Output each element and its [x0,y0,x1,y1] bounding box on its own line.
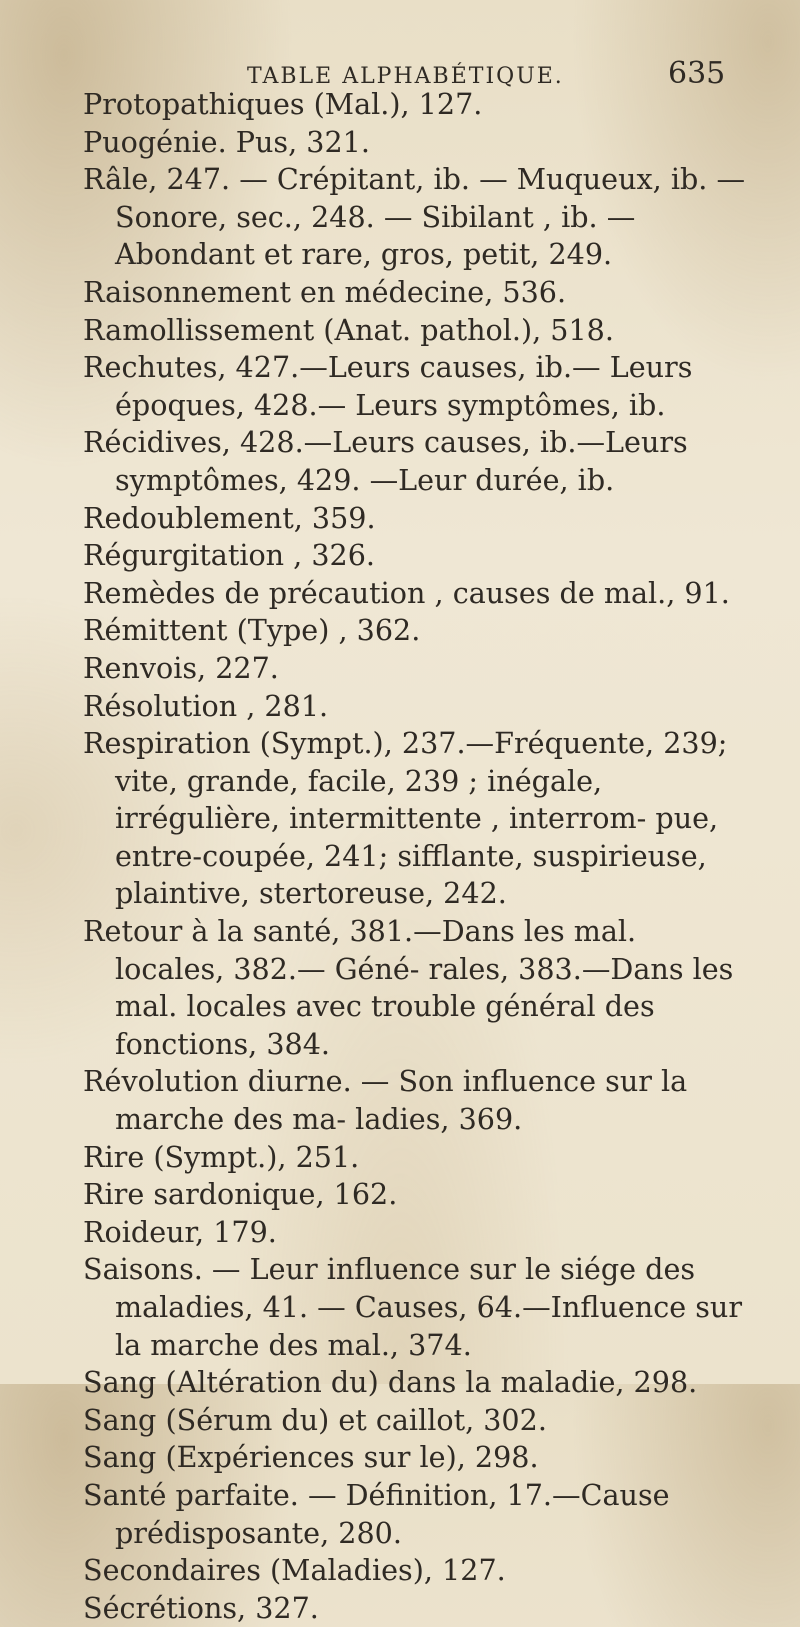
index-entry-regurgitation: Régurgitation , 326. [83,538,376,573]
index-entry-renvois: Renvois, 227. [83,650,279,685]
index-entry-respiration: Respiration (Sympt.), 237.—Fréquente, 239; vite, grande, facile, 239 ; inégale, irrégulière, intermittente , interrom- pue, entre-coupée, 241; sifflante, suspirieuse, plaintive, stertoreuse, 242. [83,726,737,911]
index-entry-recidives: Récidives, 428.—Leurs causes, ib.—Leurs symptômes, 429. —Leur durée, ib. [83,425,697,497]
index-entry-resolution: Résolution , 281. [83,688,329,723]
index-entry-sang-serum: Sang (Sérum du) et caillot, 302. [83,1402,547,1437]
index-entry-ramollissement: Ramollissement (Anat. pathol.), 518. [83,312,614,347]
index-entry-secondaires: Secondaires (Maladies), 127. [83,1553,506,1588]
index-entry-retour-sante: Retour à la santé, 381.—Dans les mal. locales, 382.— Géné- rales, 383.—Dans les mal. locales avec trouble général des fonctions, 384. [83,914,743,1061]
index-entry-rire: Rire (Sympt.), 251. [83,1139,360,1174]
index-entry-protopathiques: Protopathiques (Mal.), 127. [83,87,483,121]
index-entry-puogenie: Puogénie. Pus, 321. [83,124,370,159]
index-entry-rire-sardonique: Rire sardonique, 162. [83,1177,398,1212]
index-entry-revolution-diurne: Révolution diurne. — Son influence sur la marche des ma- ladies, 369. [83,1064,697,1137]
index-entry-secretions: Sécrétions, 327. [83,1590,319,1625]
index-entry-sang-alteration: Sang (Altération du) dans la maladie, 298. [83,1365,698,1400]
index-entry-rale: Râle, 247. — Crépitant, ib. — Muqueux, ib. — Sonore, sec., 248. — Sibilant , ib. — Abondant et rare, gros, petit, 249. [83,162,755,272]
index-entry-raisonnement: Raisonnement en médecine, 536. [83,274,567,309]
running-head-title: TABLE ALPHABÉTIQUE. [247,64,564,89]
index-entry-remittent: Rémittent (Type) , 362. [83,613,421,648]
index-entry-remedes: Remèdes de précaution , causes de mal., 91. [83,575,730,610]
page-number: 635 [668,56,726,91]
index-entry-saisons: Saisons. — Leur influence sur le siége des maladies, 41. — Causes, 64.—Influence sur la marche des mal., 374. [83,1252,752,1362]
index-entry-rechutes: Rechutes, 427.—Leurs causes, ib.— Leurs époques, 428.— Leurs symptômes, ib. [83,350,702,422]
index-entries [0,86,800,1627]
index-entry-sante-parfaite: Santé parfaite. — Définition, 17.—Cause prédisposante, 280. [83,1477,679,1550]
index-entry-roideur: Roideur, 179. [83,1214,277,1249]
index-entry-redoublement: Redoublement, 359. [83,500,376,535]
index-entry-sang-experiences: Sang (Expériences sur le), 298. [83,1440,539,1475]
